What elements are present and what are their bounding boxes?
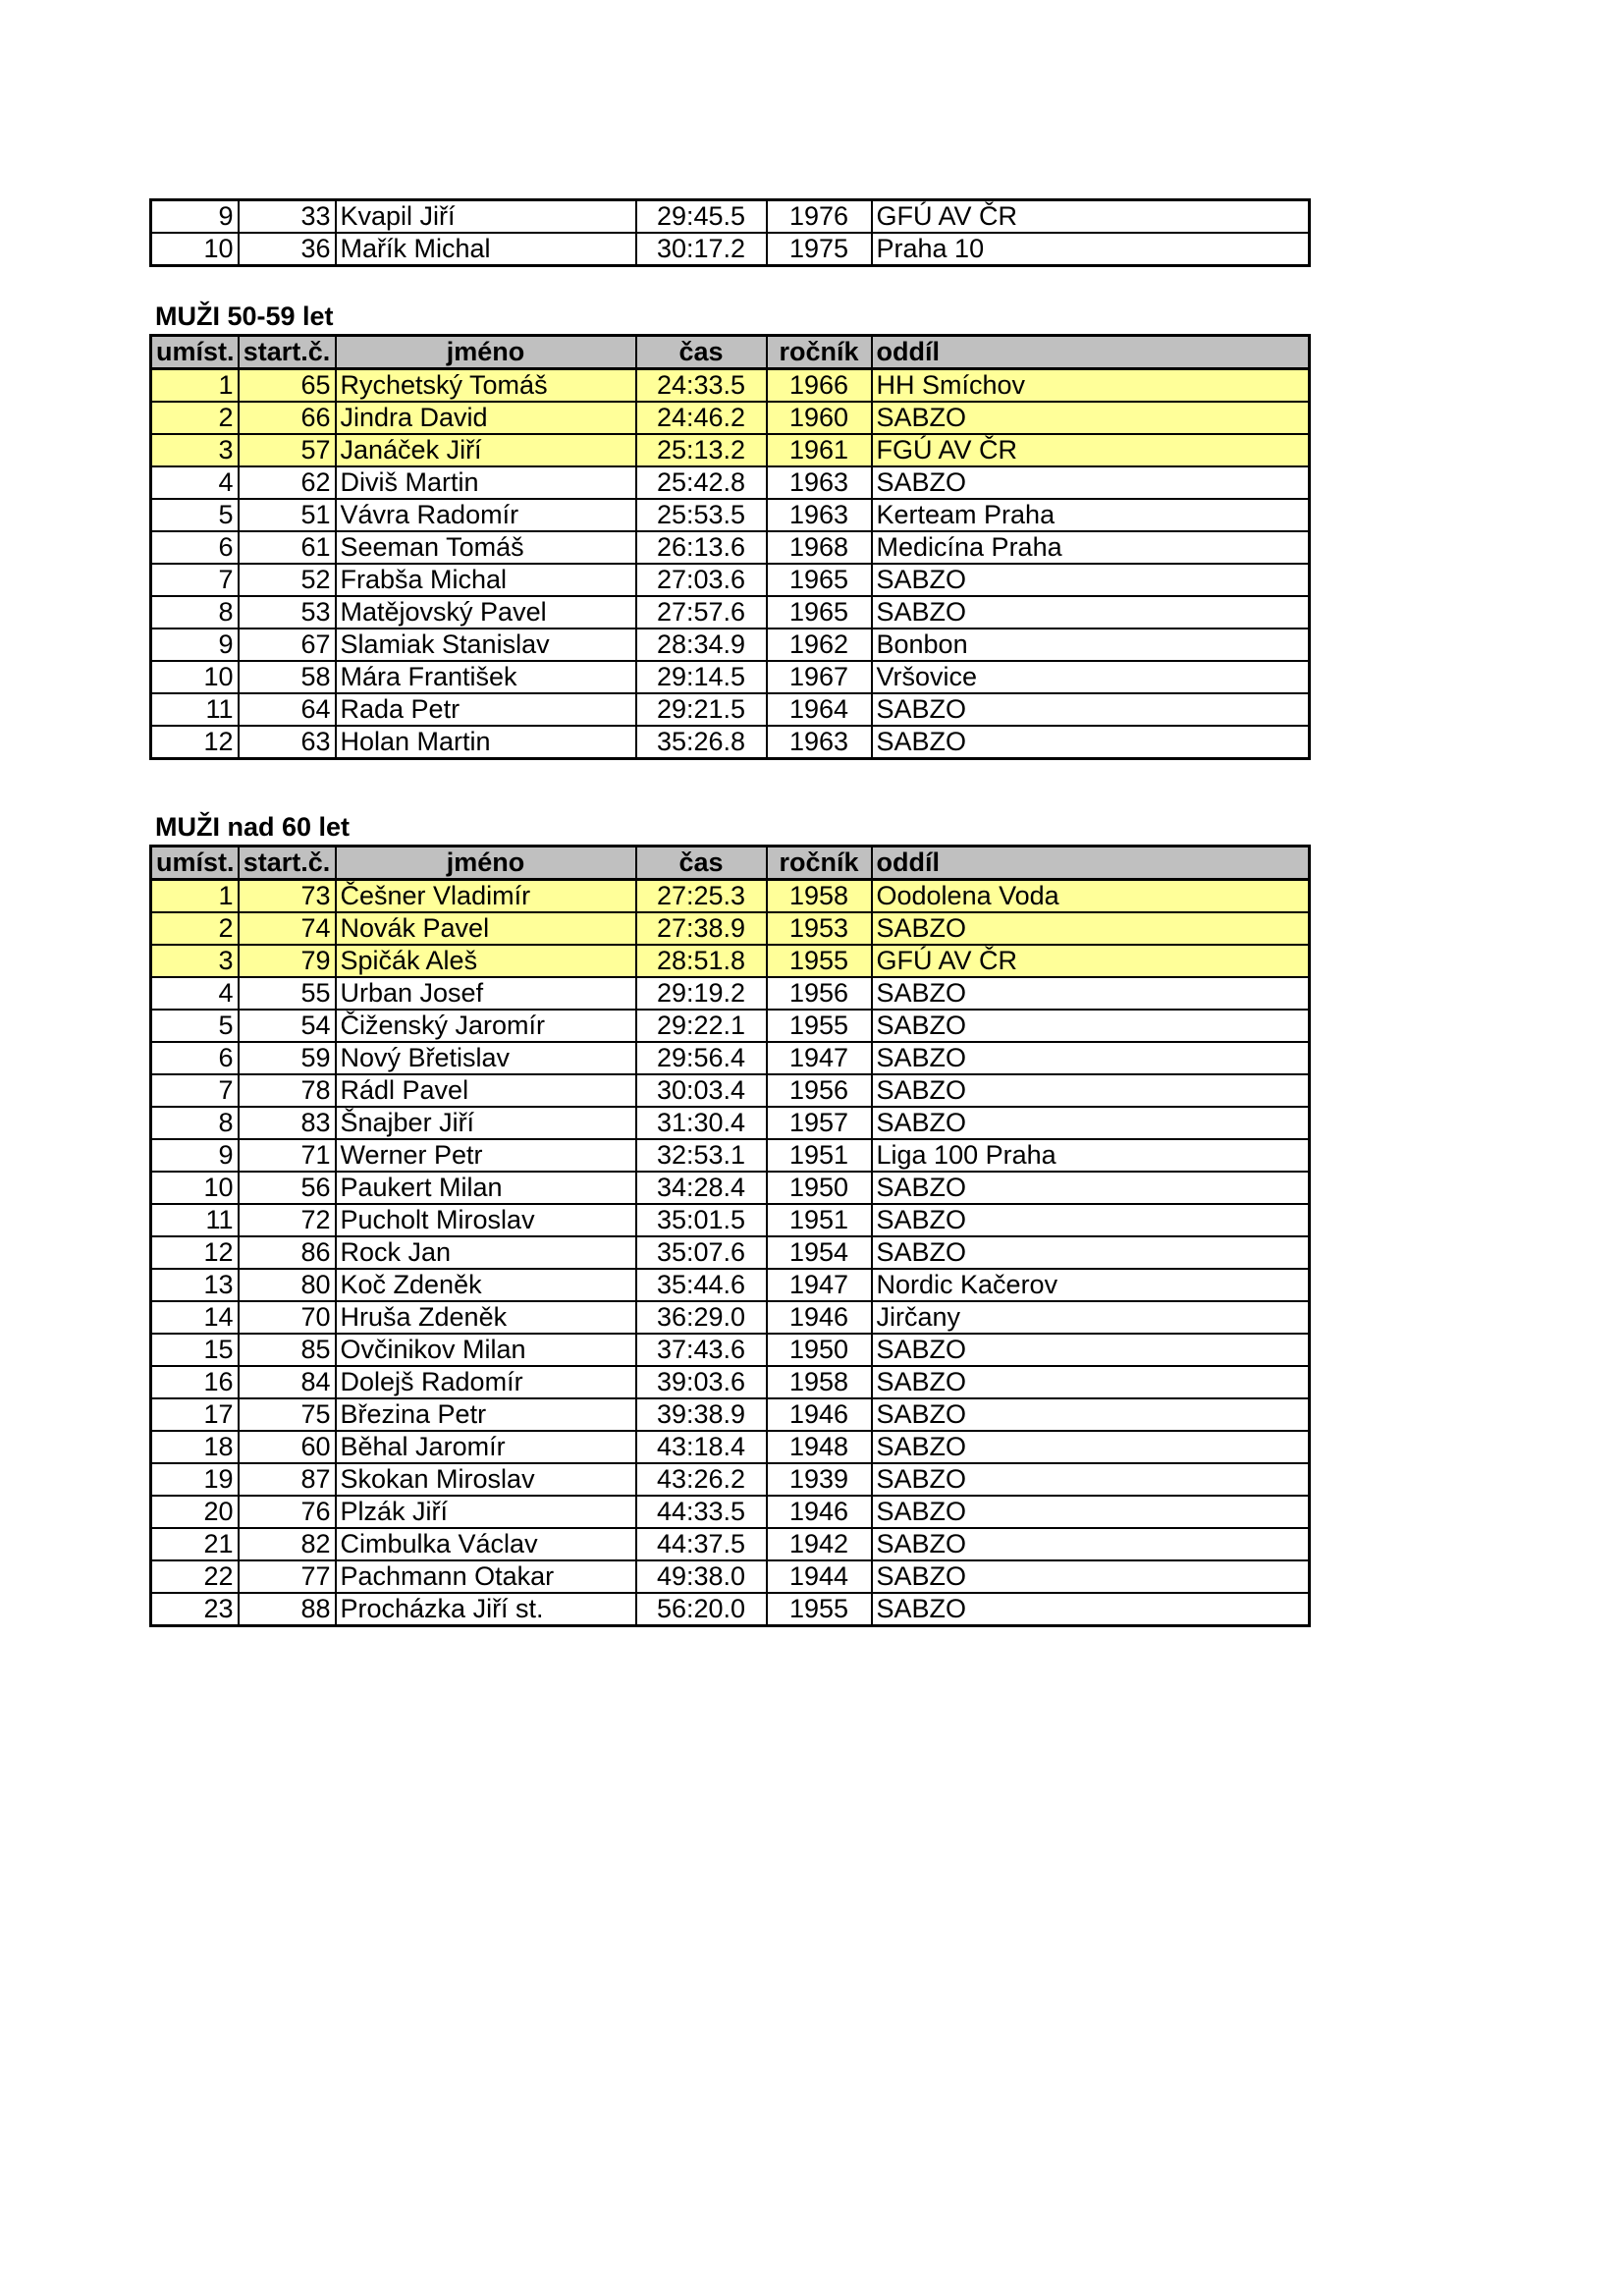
cell-place: 10 bbox=[151, 1172, 239, 1204]
header-name: jméno bbox=[336, 847, 636, 880]
cell-name: Matějovský Pavel bbox=[336, 596, 636, 629]
cell-time: 30:17.2 bbox=[636, 233, 767, 266]
cell-start: 59 bbox=[239, 1042, 336, 1074]
cell-time: 30:03.4 bbox=[636, 1074, 767, 1107]
cell-place: 2 bbox=[151, 402, 239, 434]
cell-club: SABZO bbox=[872, 564, 1310, 596]
cell-year: 1953 bbox=[767, 912, 872, 945]
cell-name: Hruša Zdeněk bbox=[336, 1301, 636, 1334]
cell-name: Koč Zdeněk bbox=[336, 1269, 636, 1301]
continuation-block bbox=[149, 198, 1311, 267]
cell-place: 11 bbox=[151, 693, 239, 726]
results-body-50-59 bbox=[151, 369, 1310, 759]
cell-place: 4 bbox=[151, 977, 239, 1010]
cell-place: 14 bbox=[151, 1301, 239, 1334]
table-row bbox=[151, 693, 1310, 726]
cell-start: 78 bbox=[239, 1074, 336, 1107]
cell-year: 1965 bbox=[767, 596, 872, 629]
cell-year: 1958 bbox=[767, 1366, 872, 1398]
cell-start: 88 bbox=[239, 1593, 336, 1626]
cell-year: 1948 bbox=[767, 1431, 872, 1463]
cell-place: 9 bbox=[151, 200, 239, 234]
cell-start: 80 bbox=[239, 1269, 336, 1301]
cell-place: 3 bbox=[151, 945, 239, 977]
cell-name: Pachmann Otakar bbox=[336, 1560, 636, 1593]
cell-time: 29:56.4 bbox=[636, 1042, 767, 1074]
cell-place: 5 bbox=[151, 499, 239, 531]
cell-club: Bonbon bbox=[872, 629, 1310, 661]
cell-place: 23 bbox=[151, 1593, 239, 1626]
cell-time: 27:03.6 bbox=[636, 564, 767, 596]
cell-start: 72 bbox=[239, 1204, 336, 1236]
cell-year: 1954 bbox=[767, 1236, 872, 1269]
cell-time: 32:53.1 bbox=[636, 1139, 767, 1172]
cell-year: 1965 bbox=[767, 564, 872, 596]
continuation-body bbox=[151, 200, 1310, 266]
cell-time: 26:13.6 bbox=[636, 531, 767, 564]
table-row bbox=[151, 1528, 1310, 1560]
cell-club: SABZO bbox=[872, 402, 1310, 434]
cell-name: Cimbulka Václav bbox=[336, 1528, 636, 1560]
cell-name: Werner Petr bbox=[336, 1139, 636, 1172]
cell-time: 43:26.2 bbox=[636, 1463, 767, 1496]
cell-time: 39:03.6 bbox=[636, 1366, 767, 1398]
cell-year: 1950 bbox=[767, 1334, 872, 1366]
cell-start: 75 bbox=[239, 1398, 336, 1431]
table-row bbox=[151, 1496, 1310, 1528]
table-row bbox=[151, 369, 1310, 403]
cell-club: HH Smíchov bbox=[872, 369, 1310, 403]
cell-year: 1958 bbox=[767, 880, 872, 913]
cell-time: 31:30.4 bbox=[636, 1107, 767, 1139]
cell-time: 28:51.8 bbox=[636, 945, 767, 977]
cell-club: SABZO bbox=[872, 1334, 1310, 1366]
cell-name: Skokan Miroslav bbox=[336, 1463, 636, 1496]
cell-place: 20 bbox=[151, 1496, 239, 1528]
cell-start: 84 bbox=[239, 1366, 336, 1398]
table-row bbox=[151, 1366, 1310, 1398]
cell-year: 1955 bbox=[767, 945, 872, 977]
cell-name: Ovčinikov Milan bbox=[336, 1334, 636, 1366]
cell-name: Běhal Jaromír bbox=[336, 1431, 636, 1463]
cell-time: 44:33.5 bbox=[636, 1496, 767, 1528]
table-row bbox=[151, 233, 1310, 266]
cell-start: 57 bbox=[239, 434, 336, 466]
cell-club: SABZO bbox=[872, 596, 1310, 629]
cell-start: 86 bbox=[239, 1236, 336, 1269]
cell-year: 1975 bbox=[767, 233, 872, 266]
cell-club: Oodolena Voda bbox=[872, 880, 1310, 913]
cell-time: 43:18.4 bbox=[636, 1431, 767, 1463]
cell-year: 1947 bbox=[767, 1042, 872, 1074]
cell-place: 3 bbox=[151, 434, 239, 466]
cell-club: SABZO bbox=[872, 977, 1310, 1010]
cell-start: 79 bbox=[239, 945, 336, 977]
cell-place: 12 bbox=[151, 726, 239, 759]
cell-year: 1951 bbox=[767, 1204, 872, 1236]
cell-club: SABZO bbox=[872, 1528, 1310, 1560]
cell-club: Praha 10 bbox=[872, 233, 1310, 266]
table-row bbox=[151, 596, 1310, 629]
cell-name: Janáček Jiří bbox=[336, 434, 636, 466]
table-row bbox=[151, 1172, 1310, 1204]
header-time: čas bbox=[636, 336, 767, 369]
table-row bbox=[151, 977, 1310, 1010]
cell-club: SABZO bbox=[872, 1010, 1310, 1042]
cell-name: Rada Petr bbox=[336, 693, 636, 726]
cell-year: 1960 bbox=[767, 402, 872, 434]
cell-place: 19 bbox=[151, 1463, 239, 1496]
cell-year: 1963 bbox=[767, 466, 872, 499]
results-table-50-59 bbox=[149, 334, 1311, 760]
table-row bbox=[151, 1398, 1310, 1431]
cell-year: 1963 bbox=[767, 499, 872, 531]
cell-club: Liga 100 Praha bbox=[872, 1139, 1310, 1172]
cell-year: 1968 bbox=[767, 531, 872, 564]
cell-time: 34:28.4 bbox=[636, 1172, 767, 1204]
cell-name: Procházka Jiří st. bbox=[336, 1593, 636, 1626]
cell-place: 8 bbox=[151, 1107, 239, 1139]
table-row bbox=[151, 1042, 1310, 1074]
cell-name: Frabša Michal bbox=[336, 564, 636, 596]
cell-place: 1 bbox=[151, 880, 239, 913]
cell-start: 61 bbox=[239, 531, 336, 564]
cell-time: 29:22.1 bbox=[636, 1010, 767, 1042]
cell-year: 1955 bbox=[767, 1010, 872, 1042]
cell-start: 73 bbox=[239, 880, 336, 913]
cell-place: 4 bbox=[151, 466, 239, 499]
header-place: umíst. bbox=[151, 847, 239, 880]
cell-start: 85 bbox=[239, 1334, 336, 1366]
cell-club: SABZO bbox=[872, 1463, 1310, 1496]
cell-place: 22 bbox=[151, 1560, 239, 1593]
cell-name: Šnajber Jiří bbox=[336, 1107, 636, 1139]
header-row bbox=[151, 847, 1310, 880]
cell-time: 27:38.9 bbox=[636, 912, 767, 945]
table-row bbox=[151, 726, 1310, 759]
cell-start: 83 bbox=[239, 1107, 336, 1139]
cell-start: 76 bbox=[239, 1496, 336, 1528]
table-row bbox=[151, 912, 1310, 945]
cell-year: 1946 bbox=[767, 1496, 872, 1528]
cell-name: Češner Vladimír bbox=[336, 880, 636, 913]
table-row bbox=[151, 1010, 1310, 1042]
cell-club: SABZO bbox=[872, 1593, 1310, 1626]
table-row bbox=[151, 1236, 1310, 1269]
table-row bbox=[151, 531, 1310, 564]
results-body-60-plus bbox=[151, 880, 1310, 1626]
cell-time: 39:38.9 bbox=[636, 1398, 767, 1431]
cell-place: 2 bbox=[151, 912, 239, 945]
table-row bbox=[151, 1269, 1310, 1301]
table-row bbox=[151, 661, 1310, 693]
cell-time: 29:45.5 bbox=[636, 200, 767, 234]
table-row bbox=[151, 1301, 1310, 1334]
cell-name: Rychetský Tomáš bbox=[336, 369, 636, 403]
cell-place: 10 bbox=[151, 233, 239, 266]
header-year: ročník bbox=[767, 847, 872, 880]
cell-time: 35:44.6 bbox=[636, 1269, 767, 1301]
cell-place: 18 bbox=[151, 1431, 239, 1463]
cell-club: Nordic Kačerov bbox=[872, 1269, 1310, 1301]
cell-start: 52 bbox=[239, 564, 336, 596]
cell-club: Medicína Praha bbox=[872, 531, 1310, 564]
cell-place: 5 bbox=[151, 1010, 239, 1042]
cell-name: Čiženský Jaromír bbox=[336, 1010, 636, 1042]
table-row bbox=[151, 402, 1310, 434]
cell-start: 54 bbox=[239, 1010, 336, 1042]
cell-year: 1942 bbox=[767, 1528, 872, 1560]
cell-club: SABZO bbox=[872, 1560, 1310, 1593]
table-row bbox=[151, 1074, 1310, 1107]
cell-club: SABZO bbox=[872, 1204, 1310, 1236]
cell-start: 55 bbox=[239, 977, 336, 1010]
cell-club: SABZO bbox=[872, 1042, 1310, 1074]
cell-place: 11 bbox=[151, 1204, 239, 1236]
cell-name: Jindra David bbox=[336, 402, 636, 434]
table-row bbox=[151, 629, 1310, 661]
cell-name: Seeman Tomáš bbox=[336, 531, 636, 564]
cell-start: 58 bbox=[239, 661, 336, 693]
cell-start: 64 bbox=[239, 693, 336, 726]
cell-time: 35:26.8 bbox=[636, 726, 767, 759]
cell-place: 10 bbox=[151, 661, 239, 693]
cell-year: 1967 bbox=[767, 661, 872, 693]
cell-name: Holan Martin bbox=[336, 726, 636, 759]
cell-year: 1956 bbox=[767, 1074, 872, 1107]
cell-time: 27:25.3 bbox=[636, 880, 767, 913]
section-title-60-plus: MUŽI nad 60 let bbox=[155, 812, 351, 842]
cell-club: SABZO bbox=[872, 912, 1310, 945]
cell-time: 35:01.5 bbox=[636, 1204, 767, 1236]
table-row bbox=[151, 1431, 1310, 1463]
cell-start: 82 bbox=[239, 1528, 336, 1560]
header-row bbox=[151, 336, 1310, 369]
table-row bbox=[151, 1463, 1310, 1496]
cell-time: 49:38.0 bbox=[636, 1560, 767, 1593]
cell-time: 25:42.8 bbox=[636, 466, 767, 499]
cell-name: Paukert Milan bbox=[336, 1172, 636, 1204]
cell-time: 56:20.0 bbox=[636, 1593, 767, 1626]
cell-start: 62 bbox=[239, 466, 336, 499]
cell-club: FGÚ AV ČR bbox=[872, 434, 1310, 466]
cell-place: 21 bbox=[151, 1528, 239, 1560]
cell-year: 1951 bbox=[767, 1139, 872, 1172]
table-row bbox=[151, 1139, 1310, 1172]
cell-year: 1946 bbox=[767, 1398, 872, 1431]
header-time: čas bbox=[636, 847, 767, 880]
cell-time: 37:43.6 bbox=[636, 1334, 767, 1366]
cell-year: 1963 bbox=[767, 726, 872, 759]
cell-start: 67 bbox=[239, 629, 336, 661]
cell-name: Mára František bbox=[336, 661, 636, 693]
cell-name: Mařík Michal bbox=[336, 233, 636, 266]
cell-year: 1950 bbox=[767, 1172, 872, 1204]
header-club: oddíl bbox=[872, 847, 1310, 880]
cell-year: 1957 bbox=[767, 1107, 872, 1139]
cell-year: 1939 bbox=[767, 1463, 872, 1496]
cell-club: SABZO bbox=[872, 1107, 1310, 1139]
cell-club: Vršovice bbox=[872, 661, 1310, 693]
table-row bbox=[151, 499, 1310, 531]
table-row bbox=[151, 434, 1310, 466]
table-row bbox=[151, 1560, 1310, 1593]
header-start: start.č. bbox=[239, 336, 336, 369]
cell-name: Rádl Pavel bbox=[336, 1074, 636, 1107]
cell-start: 60 bbox=[239, 1431, 336, 1463]
header-start: start.č. bbox=[239, 847, 336, 880]
cell-place: 12 bbox=[151, 1236, 239, 1269]
cell-place: 7 bbox=[151, 564, 239, 596]
table-row bbox=[151, 564, 1310, 596]
table-row bbox=[151, 945, 1310, 977]
header-place: umíst. bbox=[151, 336, 239, 369]
cell-start: 51 bbox=[239, 499, 336, 531]
table-row bbox=[151, 200, 1310, 234]
cell-name: Dolejš Radomír bbox=[336, 1366, 636, 1398]
cell-place: 16 bbox=[151, 1366, 239, 1398]
cell-place: 9 bbox=[151, 1139, 239, 1172]
header-year: ročník bbox=[767, 336, 872, 369]
cell-name: Urban Josef bbox=[336, 977, 636, 1010]
cell-year: 1947 bbox=[767, 1269, 872, 1301]
cell-time: 25:13.2 bbox=[636, 434, 767, 466]
cell-club: SABZO bbox=[872, 466, 1310, 499]
table-row bbox=[151, 1107, 1310, 1139]
cell-time: 27:57.6 bbox=[636, 596, 767, 629]
cell-club: SABZO bbox=[872, 1074, 1310, 1107]
cell-year: 1962 bbox=[767, 629, 872, 661]
cell-place: 17 bbox=[151, 1398, 239, 1431]
cell-place: 15 bbox=[151, 1334, 239, 1366]
cell-start: 56 bbox=[239, 1172, 336, 1204]
cell-place: 9 bbox=[151, 629, 239, 661]
section-title-50-59: MUŽI 50-59 let bbox=[155, 301, 334, 331]
cell-club: SABZO bbox=[872, 1236, 1310, 1269]
cell-club: GFÚ AV ČR bbox=[872, 945, 1310, 977]
results-block-50-59 bbox=[149, 334, 1311, 760]
cell-club: SABZO bbox=[872, 1431, 1310, 1463]
table-row bbox=[151, 880, 1310, 913]
cell-start: 36 bbox=[239, 233, 336, 266]
cell-start: 74 bbox=[239, 912, 336, 945]
table-row bbox=[151, 466, 1310, 499]
cell-place: 6 bbox=[151, 531, 239, 564]
cell-club: SABZO bbox=[872, 693, 1310, 726]
table-row bbox=[151, 1204, 1310, 1236]
cell-start: 33 bbox=[239, 200, 336, 234]
cell-name: Spičák Aleš bbox=[336, 945, 636, 977]
cell-time: 29:14.5 bbox=[636, 661, 767, 693]
cell-year: 1964 bbox=[767, 693, 872, 726]
cell-place: 13 bbox=[151, 1269, 239, 1301]
results-table-60-plus bbox=[149, 845, 1311, 1627]
cell-time: 36:29.0 bbox=[636, 1301, 767, 1334]
cell-club: SABZO bbox=[872, 1398, 1310, 1431]
cell-name: Rock Jan bbox=[336, 1236, 636, 1269]
cell-start: 71 bbox=[239, 1139, 336, 1172]
cell-name: Diviš Martin bbox=[336, 466, 636, 499]
cell-start: 63 bbox=[239, 726, 336, 759]
cell-time: 28:34.9 bbox=[636, 629, 767, 661]
cell-time: 24:46.2 bbox=[636, 402, 767, 434]
cell-start: 77 bbox=[239, 1560, 336, 1593]
cell-club: Jirčany bbox=[872, 1301, 1310, 1334]
cell-time: 25:53.5 bbox=[636, 499, 767, 531]
results-block-60-plus bbox=[149, 845, 1311, 1627]
cell-year: 1966 bbox=[767, 369, 872, 403]
cell-club: Kerteam Praha bbox=[872, 499, 1310, 531]
cell-name: Nový Břetislav bbox=[336, 1042, 636, 1074]
cell-year: 1955 bbox=[767, 1593, 872, 1626]
cell-name: Plzák Jiří bbox=[336, 1496, 636, 1528]
table-row bbox=[151, 1593, 1310, 1626]
cell-year: 1976 bbox=[767, 200, 872, 234]
cell-time: 29:21.5 bbox=[636, 693, 767, 726]
cell-start: 65 bbox=[239, 369, 336, 403]
cell-start: 53 bbox=[239, 596, 336, 629]
cell-time: 29:19.2 bbox=[636, 977, 767, 1010]
cell-place: 8 bbox=[151, 596, 239, 629]
cell-name: Kvapil Jiří bbox=[336, 200, 636, 234]
table-row bbox=[151, 1334, 1310, 1366]
cell-club: SABZO bbox=[872, 1172, 1310, 1204]
cell-place: 7 bbox=[151, 1074, 239, 1107]
cell-name: Slamiak Stanislav bbox=[336, 629, 636, 661]
cell-name: Novák Pavel bbox=[336, 912, 636, 945]
header-name: jméno bbox=[336, 336, 636, 369]
cell-year: 1944 bbox=[767, 1560, 872, 1593]
cell-year: 1946 bbox=[767, 1301, 872, 1334]
cell-name: Pucholt Miroslav bbox=[336, 1204, 636, 1236]
cell-club: SABZO bbox=[872, 1366, 1310, 1398]
cell-year: 1961 bbox=[767, 434, 872, 466]
cell-start: 87 bbox=[239, 1463, 336, 1496]
cell-time: 24:33.5 bbox=[636, 369, 767, 403]
cell-time: 44:37.5 bbox=[636, 1528, 767, 1560]
cell-club: SABZO bbox=[872, 726, 1310, 759]
header-club: oddíl bbox=[872, 336, 1310, 369]
cell-year: 1956 bbox=[767, 977, 872, 1010]
cell-name: Vávra Radomír bbox=[336, 499, 636, 531]
cell-club: SABZO bbox=[872, 1496, 1310, 1528]
cell-time: 35:07.6 bbox=[636, 1236, 767, 1269]
cell-place: 6 bbox=[151, 1042, 239, 1074]
cell-start: 66 bbox=[239, 402, 336, 434]
cell-place: 1 bbox=[151, 369, 239, 403]
cell-club: GFÚ AV ČR bbox=[872, 200, 1310, 234]
cell-name: Březina Petr bbox=[336, 1398, 636, 1431]
continuation-table bbox=[149, 198, 1311, 267]
cell-start: 70 bbox=[239, 1301, 336, 1334]
